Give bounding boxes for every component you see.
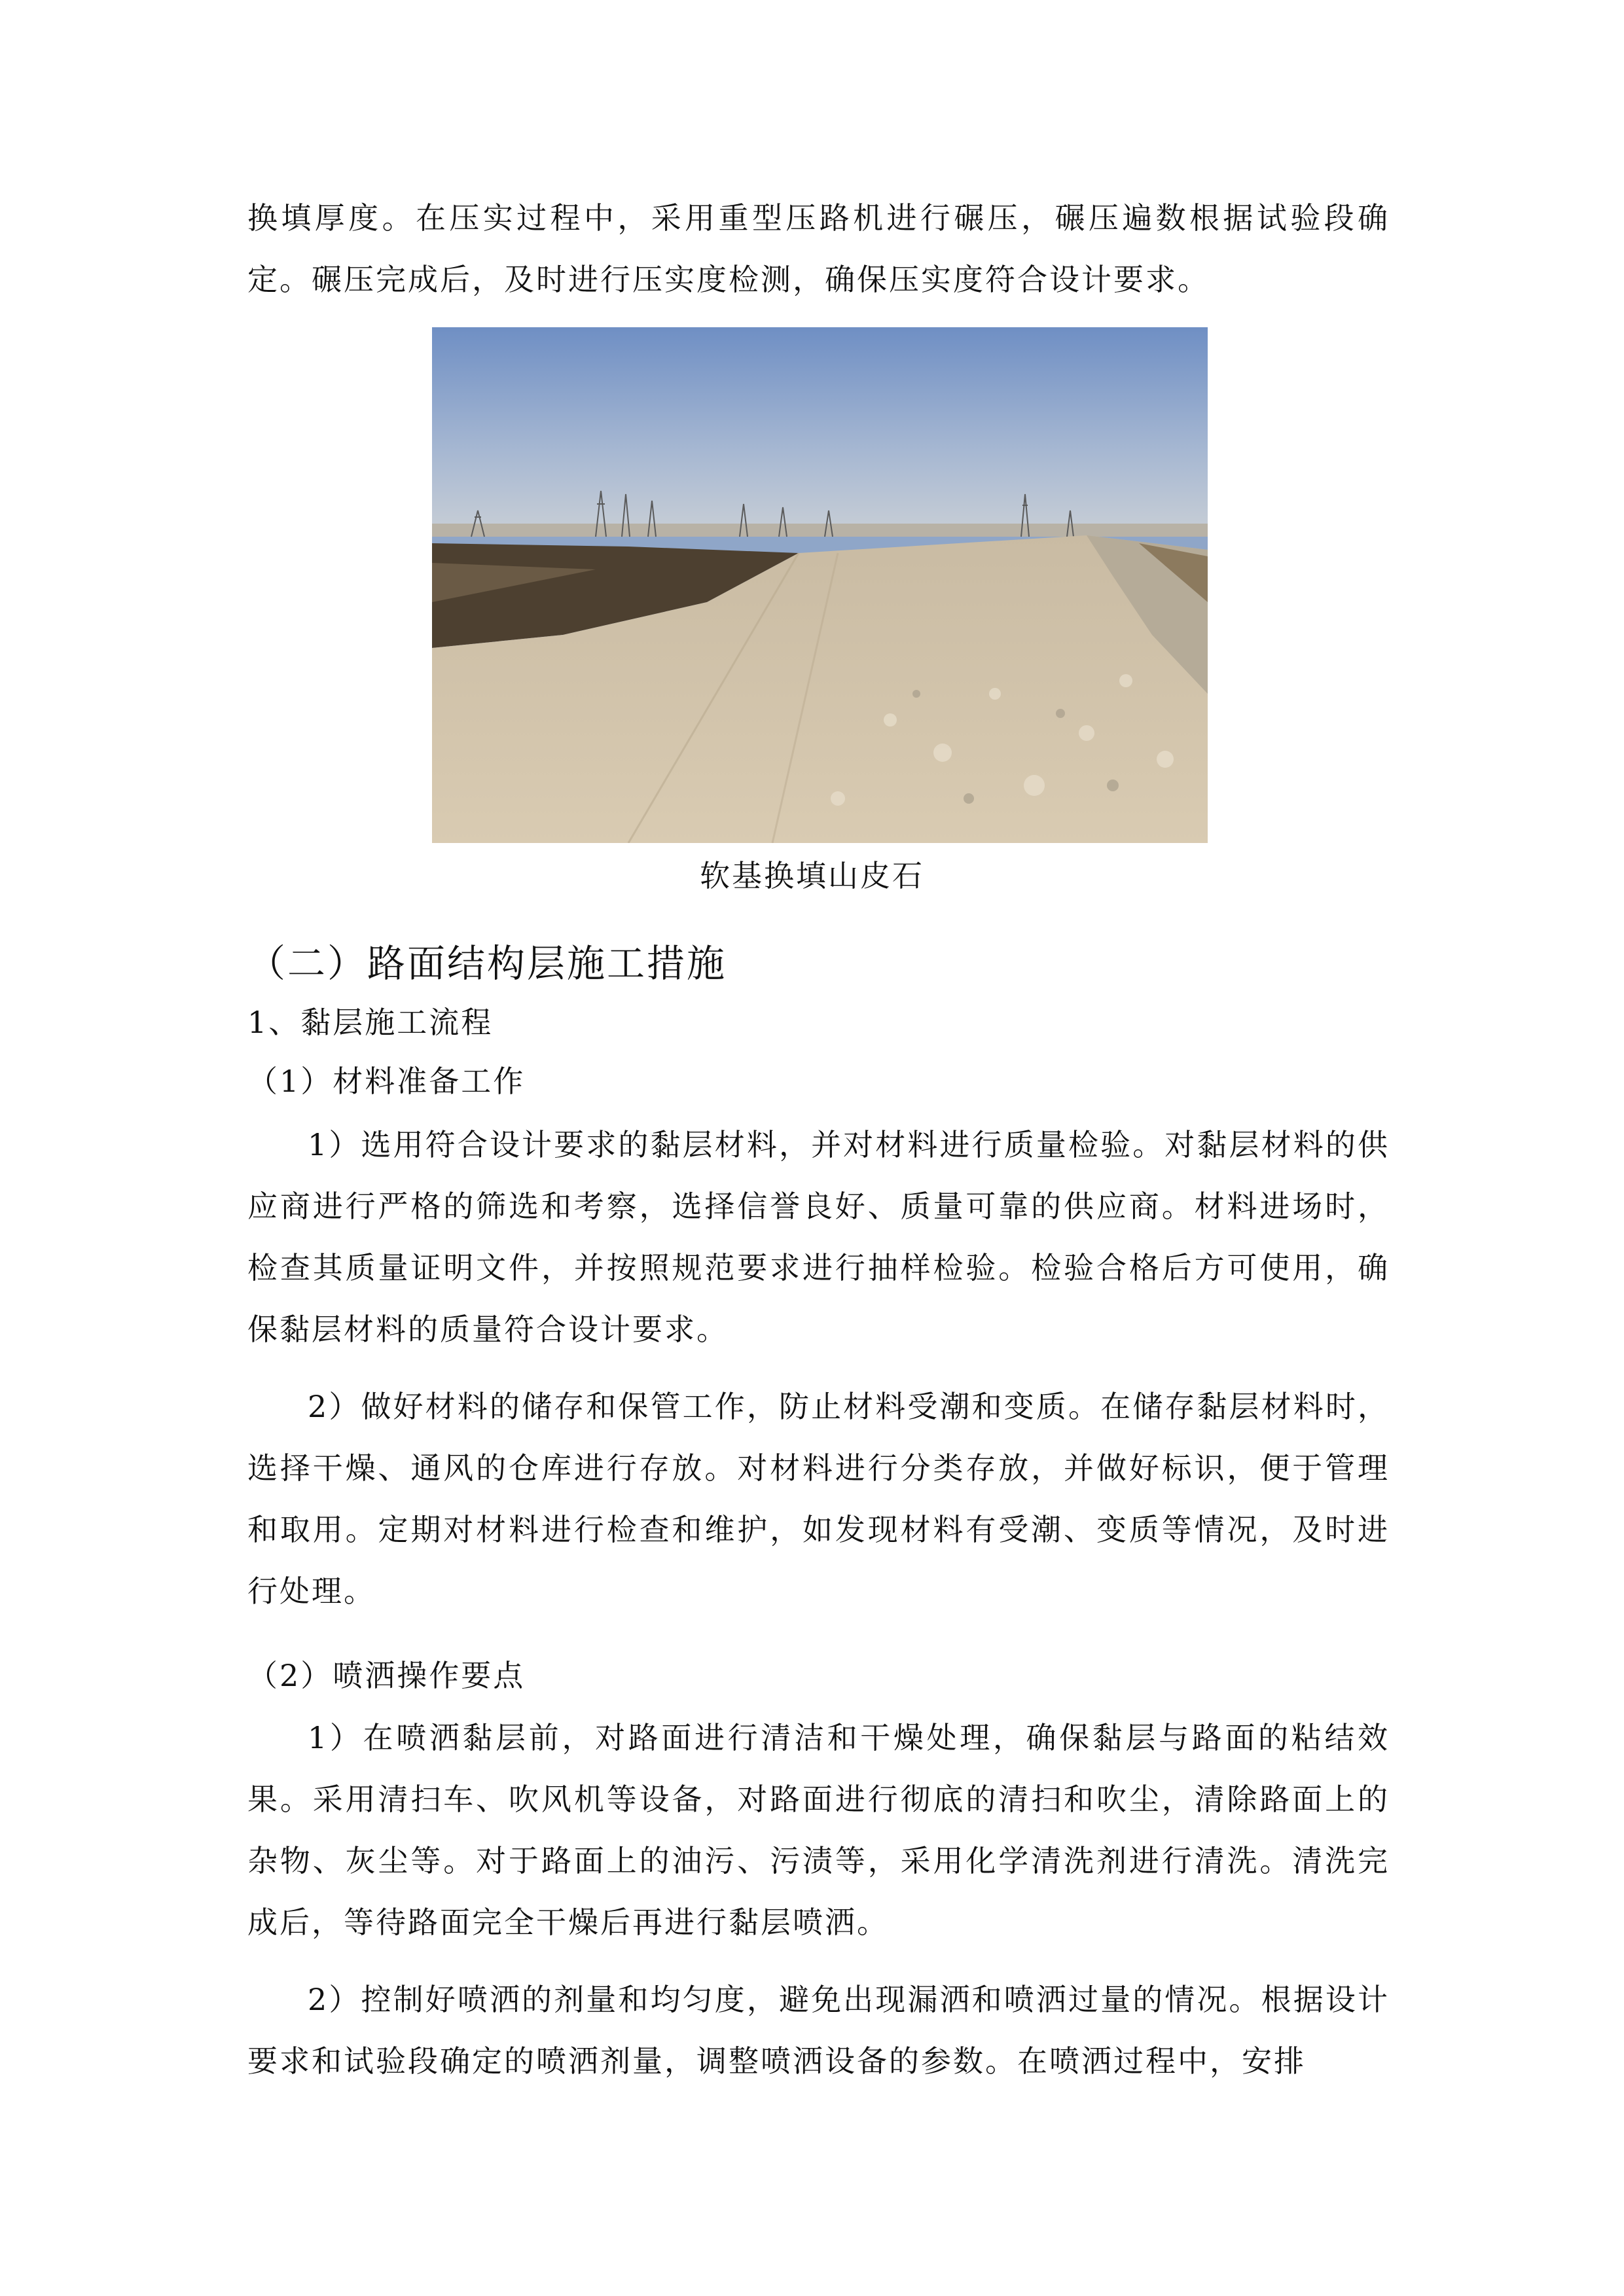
subsection-title: 1、黏层施工流程 xyxy=(247,1005,494,1040)
item1-paragraph-2: 2）做好材料的储存和保管工作，防止材料受潮和变质。在储存黏层材料时，选择干燥、通风的仓库进行存放。对材料进行分类存放，并做好标识，便于管理和取用。定期对材料进行检查和维护，如发现材料有受潮、变质等情况，及时进行处理。 xyxy=(247,1389,1390,1609)
item-title-2: （2）喷洒操作要点 xyxy=(247,1658,526,1693)
intro-paragraph: 换填厚度。在压实过程中，采用重型压路机进行碾压，碾压遍数根据试验段确定。碾压完成后，及时进行压实度检测，确保压实度符合设计要求。 xyxy=(247,200,1390,297)
figure-caption: 软基换填山皮石 xyxy=(700,858,924,893)
item1-paragraph-1: 1）选用符合设计要求的黏层材料，并对材料进行质量检验。对黏层材料的供应商进行严格的筛选和考察，选择信誉良好、质量可靠的供应商。材料进场时，检查其质量证明文件，并按照规范要求进行抽样检验。检验合格后方可使用，确保黏层材料的质量符合设计要求。 xyxy=(247,1127,1390,1347)
item2-paragraph-2: 2）控制好喷洒的剂量和均匀度，避免出现漏洒和喷洒过量的情况。根据设计要求和试验段确定的喷洒剂量，调整喷洒设备的参数。在喷洒过程中，安排 xyxy=(247,1982,1390,2079)
item-title-1: （1）材料准备工作 xyxy=(247,1064,526,1099)
road-photo-image xyxy=(432,327,1208,843)
item2-paragraph-1: 1）在喷洒黏层前，对路面进行清洁和干燥处理，确保黏层与路面的粘结效果。采用清扫车、吹风机等设备，对路面进行彻底的清扫和吹尘，清除路面上的杂物、灰尘等。对于路面上的油污、污渍等，采用化学清洗剂进行清洗。清洗完成后，等待路面完全干燥后再进行黏层喷洒。 xyxy=(247,1720,1390,1940)
section-heading: （二）路面结构层施工措施 xyxy=(247,941,727,986)
road-photo xyxy=(432,327,1208,843)
